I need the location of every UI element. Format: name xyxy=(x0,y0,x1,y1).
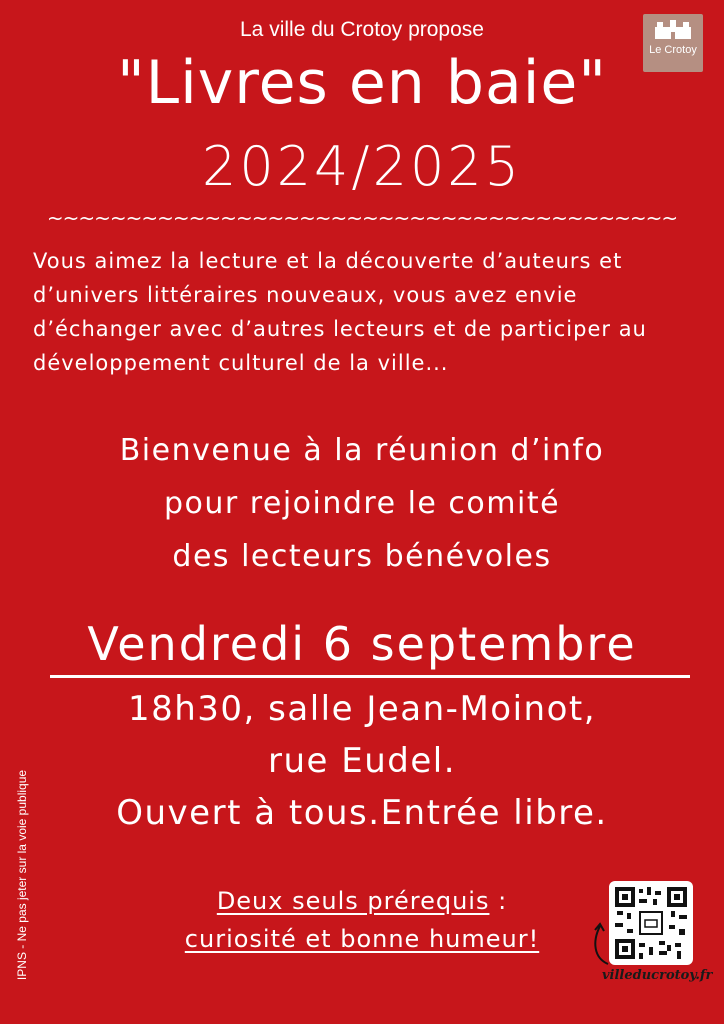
event-street: rue Eudel. xyxy=(267,741,457,781)
proposer-line: La ville du Crotoy propose xyxy=(240,18,484,41)
welcome-line-1: Bienvenue à la réunion d’info xyxy=(119,433,605,468)
event-access: Ouvert à tous.Entrée libre. xyxy=(116,793,608,833)
prereq-heading: Deux seuls prérequis xyxy=(216,887,490,915)
intro-paragraph: Vous aimez la lecture et la découverte d’auteurs et d’univers littéraires nouveaux, vous avez envie d’échanger avec d’autres lecteurs et de participer au développement culturel de la ville... xyxy=(33,249,647,375)
event-time-place: 18h30, salle Jean-Moinot, xyxy=(127,689,597,729)
ipns-notice: IPNS - Ne pas jeter sur la voie publique xyxy=(15,769,29,981)
website-link[interactable]: villeducrotoy.fr xyxy=(602,968,713,983)
prereq-colon: : xyxy=(489,887,508,915)
welcome-line-2: pour rejoindre le comité xyxy=(163,486,561,521)
season-year: 2024/2025 xyxy=(201,135,523,198)
date-underline xyxy=(50,675,690,678)
event-date: Vendredi 6 septembre xyxy=(87,617,637,671)
welcome-message xyxy=(0,424,724,583)
prereq-text: curiosité et bonne humeur! xyxy=(184,925,540,953)
welcome-line-3: des lecteurs bénévoles xyxy=(172,539,552,574)
qr-code[interactable] xyxy=(609,881,693,965)
tilde-separator: ~~~~~~~~~~~~~~~~~~~~~~~~~~~~~~~~~~~~~~~~ xyxy=(46,206,678,230)
qr-code-icon xyxy=(615,887,687,959)
logo-name: Le Crotoy xyxy=(649,44,697,56)
event-details xyxy=(0,683,724,839)
event-title: "Livres en baie" xyxy=(117,48,607,118)
castle-icon xyxy=(653,19,693,39)
